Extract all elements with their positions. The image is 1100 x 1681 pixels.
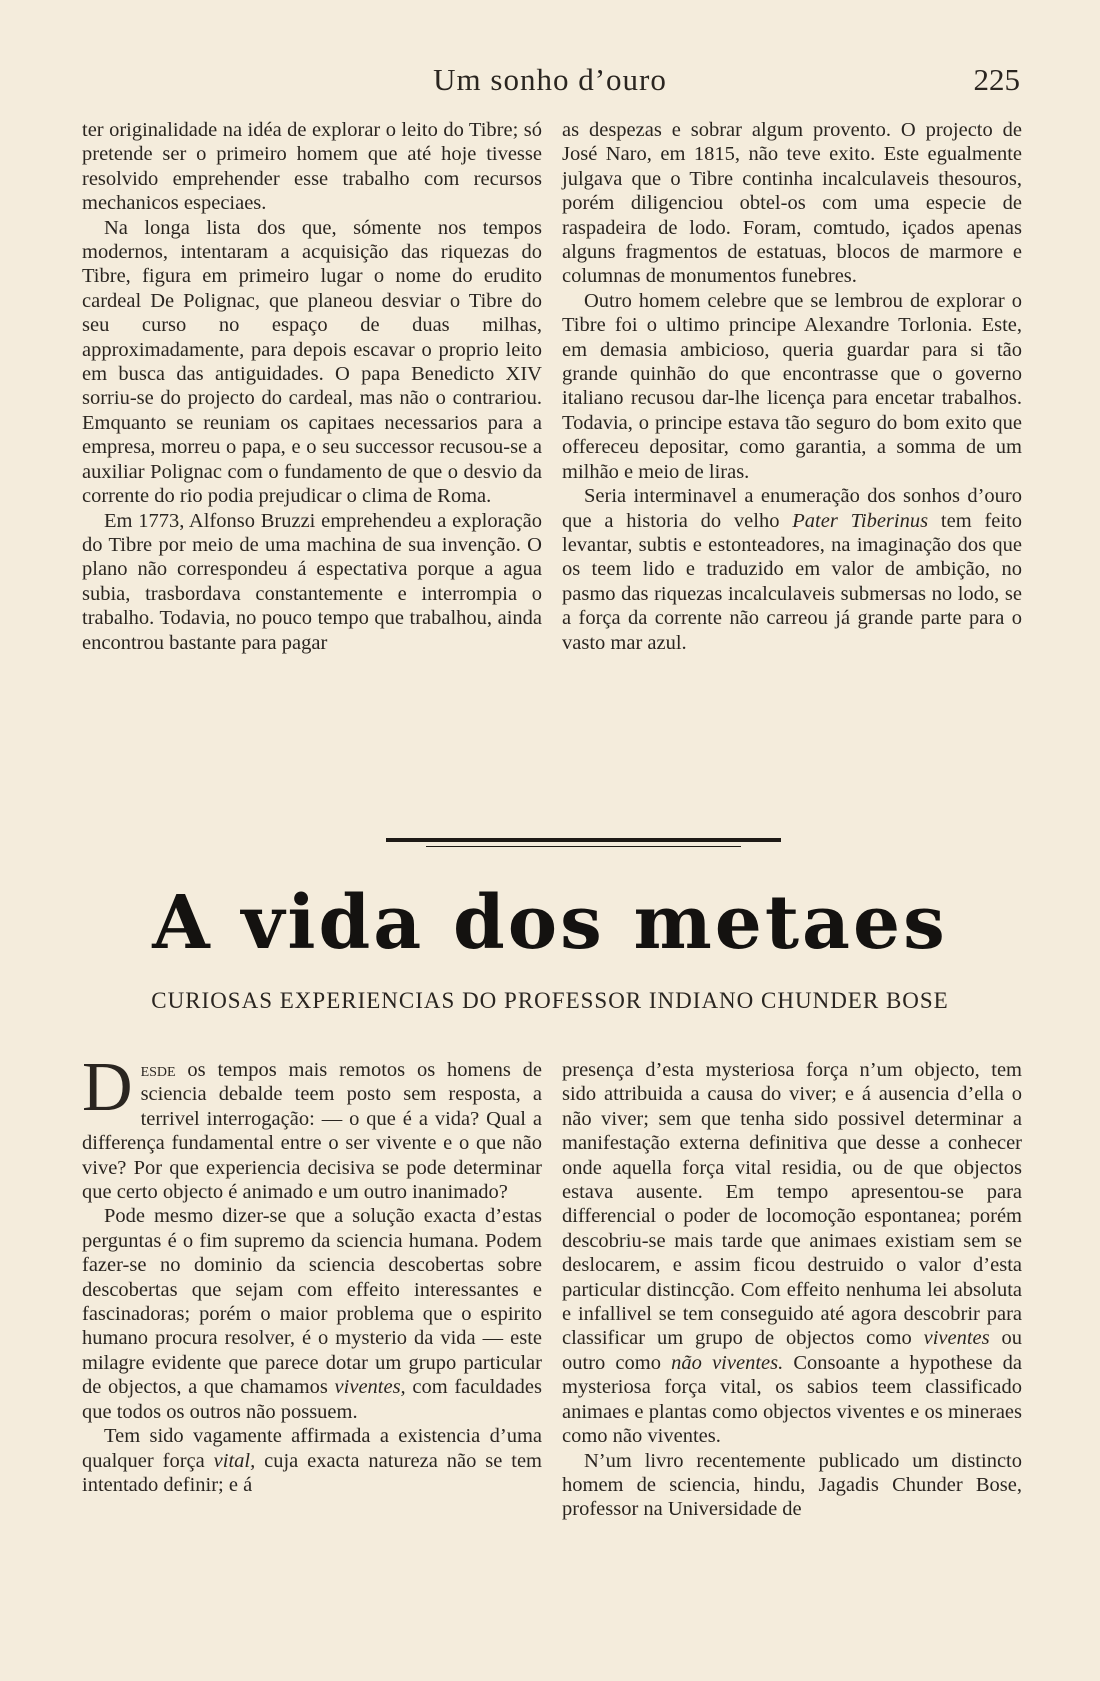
article-title: A vida dos metaes <box>152 880 948 966</box>
paragraph: Na longa lista dos que, sómente nos tempos modernos, intentaram a acquisição das riquezas do Tibre, figura em primeiro lugar o nome do erudito cardeal De Polignac, que planeou desviar o Tibre do seu curso no espaço de duas milhas, approximadamente, para depois escavar o proprio leito em busca das antiguidades. O papa Benedicto XIV sorriu-se do projecto do cardeal, mas não o contrariou. Emquanto se reuniam os capitaes necessarios para a empresa, morreu o papa, e o seu successor recusou-se a auxiliar Polignac com o fundamento de que o desvio da corrente do rio podia prejudicar o clima de Roma. <box>82 216 542 508</box>
page-number: 225 <box>973 62 1020 97</box>
italic-text: viventes <box>923 1327 990 1350</box>
bottom-left-column <box>82 1049 542 1497</box>
paragraph: Outro homem celebre que se lembrou de explorar o Tibre foi o ultimo principe Alexandre Torlonia. Este, em demasia ambicioso, queria guardar para si tão grande quinhão do que encontrasse que o governo italiano recusou dar-lhe licença para encetar trabalhos. Todavia, o principe estava tão seguro do bom exito que offereceu depositar, como garantia, a somma de um milhão e meio de liras. <box>562 289 1022 483</box>
text-run: com faculdades que todos os outros não possuem. <box>82 1376 542 1423</box>
italic-text: Pater Tiberinus <box>792 509 929 532</box>
text-run: ou outro como <box>562 1327 1023 1374</box>
paragraph <box>562 484 1022 655</box>
article-subtitle: CURIOSAS EXPERIENCIAS DO PROFESSOR INDIANO CHUNDER BOSE <box>151 988 949 1013</box>
paragraph: N’um livro recentemente publicado um distincto homem de sciencia, hindu, Jagadis Chunder Bose, professor na Universidade de <box>562 1449 1022 1521</box>
italic-text: viventes, <box>334 1376 406 1399</box>
text-run: tem feito levantar, subtis e estonteadores, na imaginação dos que os teem lido e traduzido em valor de ambição, no pasmo das riquezas incalculaveis submersas no lodo, se a força da corrente não carreou já grande parte para o vasto mar azul. <box>562 509 1023 654</box>
paragraph <box>562 1058 1022 1449</box>
drop-cap: D <box>82 1049 133 1126</box>
paragraph <box>82 1424 542 1497</box>
top-right-column <box>562 118 1022 655</box>
text-run: Consoante a hypothese da mysteriosa força vital, os sabios teem classificado animaes e plantas como objectos viventes e os mineraes como não viventes. <box>562 1351 1022 1448</box>
paragraph: Em 1773, Alfonso Bruzzi emprehendeu a exploração do Tibre por meio de uma machina de sua invenção. O plano não correspondeu á espectativa porque a agua subia, trasbordava constantemente e interrompia o trabalho. Todavia, no pouco tempo que trabalhou, ainda encontrou bastante para pagar <box>82 509 542 654</box>
top-left-column <box>82 118 542 655</box>
small-caps-text: esde <box>140 1059 176 1081</box>
divider-rule-thin <box>426 846 741 847</box>
paragraph: as despezas e sobrar algum provento. O projecto de José Naro, em 1815, não teve exito. Este egualmente julgava que o Tibre continha incalculaveis thesouros, porém diligenciou obtel-os com uma especie de raspadeira de lodo. Foram, comtudo, içados apenas alguns fragmentos de estatuas, blocos de marmore e columnas de monumentos funebres. <box>562 119 1022 288</box>
paragraph <box>82 1049 542 1204</box>
text-run: Tem sido vagamente affirmada a existencia d’uma qualquer força <box>82 1425 542 1472</box>
running-title: Um sonho d’ouro <box>433 62 667 97</box>
running-head <box>80 62 1020 102</box>
section-divider <box>386 838 781 847</box>
text-run: presença d’esta mysteriosa força n’um objecto, tem sido attribuida a causa do viver; e á ausencia d’ella o não viver; sem que tenha sido possivel determinar a manifestação externa definitiva que desse a conhecer onde aquella força vital residia, ou de que objectos estava ausente. Em tempo apresentou-se para differencial o poder de locomoção espontanea; porém descobriu-se mais tarde que animaes existiam sem se deslocarem, e assim ficou destruido o valor d’esta particular distincção. Com effeito nenhuma lei absoluta e infallivel se tem conseguido até agora descobrir para classificar um grupo de objectos como <box>562 1059 1022 1350</box>
text-run: cuja exacta natureza não se tem intentado definir; e á <box>82 1449 542 1496</box>
text-run: Pode mesmo dizer-se que a solução exacta d’estas perguntas é o fim supremo da sciencia humana. Podem fazer-se no dominio da sciencia descobertas sobre descobertas que sejam com effeito interessantes e fascinadoras; porém o maior problema que o espirito humano procura resolver, é o mysterio da vida — este milagre evidente que parece dotar um grupo particular de objectos, a que chamamos <box>82 1205 542 1399</box>
italic-text: vital, <box>213 1449 256 1472</box>
italic-text: não viventes. <box>671 1351 784 1374</box>
text-run: Seria interminavel a enumeração dos sonhos d’ouro que a historia do velho <box>562 485 1022 532</box>
paragraph: ter originalidade na idéa de explorar o leito do Tibre; só pretende ser o primeiro homem que até hoje tivesse resolvido emprehender esse trabalho com recursos mechanicos especiaes. <box>82 119 542 215</box>
text-run: os tempos mais remotos os homens de sciencia debalde teem posto sem resposta, a terrivel interrogação: — o que é a vida? Qual a differença fundamental entre o ser vivente e o que não vive? Por que experiencia decisiva se pode determinar que certo objecto é animado e um outro inanimado? <box>82 1059 542 1204</box>
bottom-right-column <box>562 1058 1022 1522</box>
paragraph <box>82 1204 542 1424</box>
divider-rule-thick <box>386 838 781 842</box>
